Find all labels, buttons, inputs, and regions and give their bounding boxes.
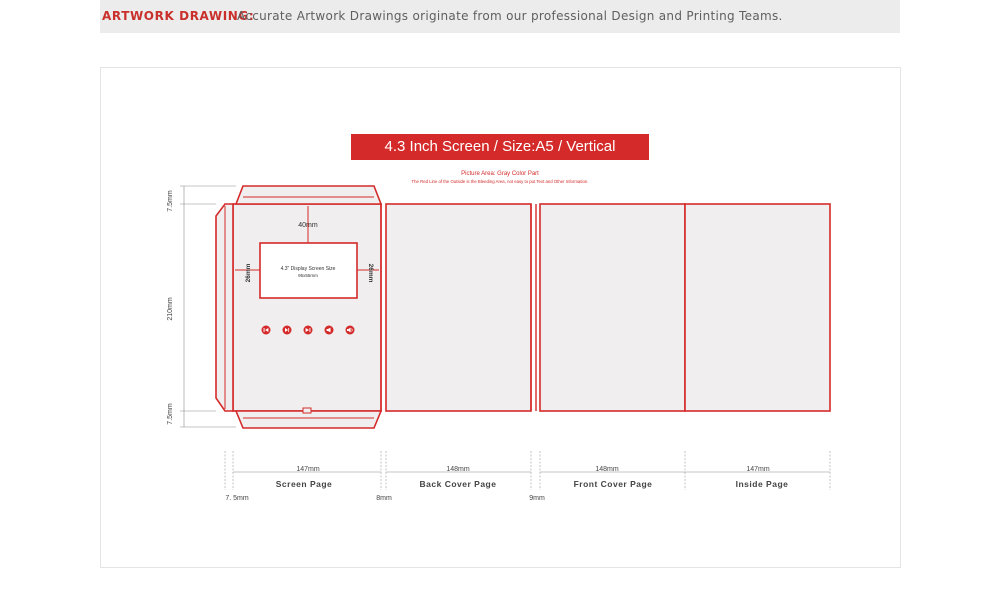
- control-button-next[interactable]: [304, 326, 313, 335]
- vertical-dim-middle: 210mm: [167, 297, 174, 321]
- gap-width-label-1: 8mm: [376, 495, 392, 502]
- header-text: Accurate Artwork Drawings originate from our professional Design and Printing Teams.: [237, 9, 783, 23]
- diagram-title-banner: 4.3 Inch Screen / Size:A5 / Vertical: [351, 134, 649, 160]
- vertical-dim-bottom: 7.5mm: [167, 403, 174, 425]
- back-cover-panel: [386, 204, 531, 411]
- page-name-inside: Inside Page: [735, 479, 789, 489]
- control-button-prev[interactable]: [262, 326, 271, 335]
- header-label: ARTWORK DRAWING:: [102, 9, 255, 23]
- page-name-screen: Screen Page: [275, 479, 333, 489]
- bottom-flap: [236, 411, 381, 428]
- page-name-front-cover: Front Cover Page: [573, 479, 653, 489]
- usb-port-notch: [303, 408, 311, 413]
- page-width-label-screen: 147mm: [296, 466, 320, 473]
- page-width-label-front-cover: 148mm: [595, 466, 619, 473]
- page-width-label-back-cover: 148mm: [446, 466, 470, 473]
- control-button-volume-up[interactable]: [346, 326, 355, 335]
- screen-top-dim: 40mm: [298, 222, 318, 229]
- screen-size-value: 95x55mm: [298, 273, 318, 278]
- screen-size-label: 4.3" Display Screen Size: [280, 266, 336, 272]
- horizontal-dimension-rail: [225, 451, 830, 502]
- screen-right-dim: 26mm: [367, 263, 374, 283]
- bleeding-note: The Red Line of the Outside is the Bleeding Area, not easy to put Text and Other Information.: [411, 179, 589, 184]
- front-cover-panel: [540, 204, 685, 411]
- left-flap-width-label: 7. 5mm: [225, 495, 249, 502]
- control-button-volume-down[interactable]: [325, 326, 334, 335]
- vertical-dim-top: 7.5mm: [167, 190, 174, 212]
- page-name-back-cover: Back Cover Page: [419, 479, 497, 489]
- picture-area-note: Picture Area: Gray Color Part: [461, 171, 539, 177]
- screen-page-panel: [233, 204, 381, 411]
- screen-left-dim: 26mm: [245, 263, 252, 283]
- gap-width-label-2: 9mm: [529, 495, 545, 502]
- control-button-play-pause[interactable]: [283, 326, 292, 335]
- inside-page-panel: [685, 204, 830, 411]
- top-flap: [236, 186, 381, 204]
- page-width-label-inside: 147mm: [746, 466, 770, 473]
